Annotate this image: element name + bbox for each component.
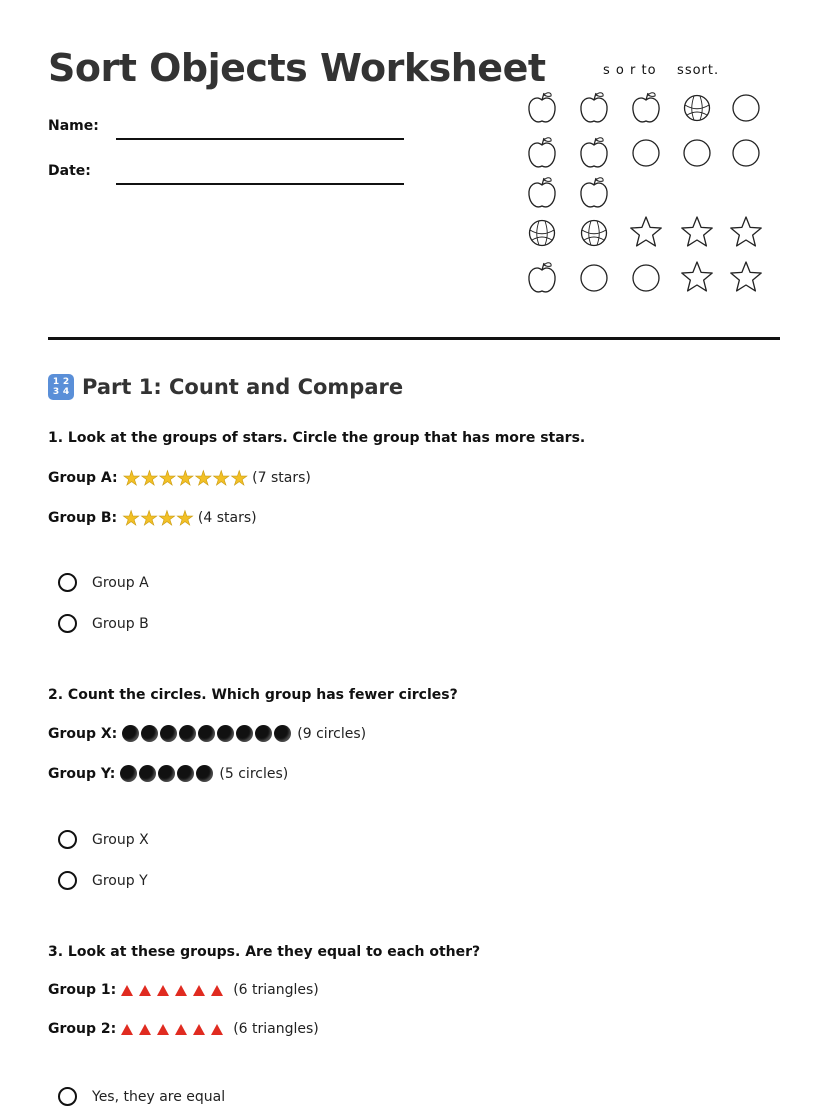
group-row bbox=[48, 1021, 319, 1037]
group-row bbox=[48, 725, 366, 742]
radio-button[interactable] bbox=[58, 830, 77, 849]
star-icon: ★ bbox=[212, 466, 231, 490]
ball-icon bbox=[582, 221, 607, 246]
black-circle-icon bbox=[120, 765, 137, 782]
group-label: Group X: bbox=[48, 725, 118, 742]
option-label: Group A bbox=[92, 574, 149, 591]
name-label: Name: bbox=[48, 118, 99, 134]
star-icon bbox=[682, 217, 712, 246]
triangle-group bbox=[121, 985, 229, 996]
star-icon: ★ bbox=[194, 466, 213, 490]
black-circle-icon bbox=[177, 765, 194, 782]
star-icon: ★ bbox=[122, 466, 141, 490]
black-circle-icon bbox=[179, 725, 196, 742]
sort-objects-picture bbox=[520, 86, 770, 300]
black-circle-icon bbox=[217, 725, 234, 742]
name-field[interactable] bbox=[116, 138, 404, 140]
black-circle-icon bbox=[274, 725, 291, 742]
red-triangle-icon bbox=[121, 1024, 133, 1035]
group-count: (5 circles) bbox=[219, 765, 289, 782]
apple-icon bbox=[581, 138, 607, 167]
ball-icon bbox=[530, 221, 555, 246]
group-label: Group 2: bbox=[48, 1021, 117, 1037]
red-triangle-icon bbox=[139, 985, 151, 996]
black-circle-icon bbox=[141, 725, 158, 742]
star-icon bbox=[682, 262, 712, 291]
apple-icon bbox=[581, 178, 607, 207]
red-triangle-icon bbox=[139, 1024, 151, 1035]
date-label: Date: bbox=[48, 163, 91, 179]
red-triangle-icon bbox=[193, 985, 205, 996]
answer-option[interactable] bbox=[58, 871, 148, 890]
apple-icon bbox=[581, 93, 607, 122]
red-triangle-icon bbox=[121, 985, 133, 996]
answer-option[interactable] bbox=[58, 573, 149, 592]
group-label: Group 1: bbox=[48, 982, 117, 998]
date-field[interactable] bbox=[116, 183, 404, 185]
group-row bbox=[48, 765, 288, 782]
star-icon: ★ bbox=[175, 506, 194, 530]
black-circle-icon bbox=[196, 765, 213, 782]
red-triangle-icon bbox=[211, 985, 223, 996]
triangle-group bbox=[121, 1024, 229, 1035]
group-row bbox=[48, 508, 257, 528]
group-row bbox=[48, 468, 311, 488]
star-icon: ★ bbox=[158, 466, 177, 490]
radio-button[interactable] bbox=[58, 614, 77, 633]
star-icon: ★ bbox=[230, 466, 249, 490]
question-1: 1. Look at the groups of stars. Circle the group that has more stars. bbox=[48, 430, 586, 446]
red-triangle-icon bbox=[175, 985, 187, 996]
black-circle-icon bbox=[158, 765, 175, 782]
answer-option[interactable] bbox=[58, 830, 149, 849]
apple-icon bbox=[529, 138, 555, 167]
answer-option[interactable] bbox=[58, 614, 149, 633]
group-count: (6 triangles) bbox=[233, 1021, 319, 1037]
star-icon bbox=[731, 262, 761, 291]
group-count: (7 stars) bbox=[252, 470, 311, 486]
black-circle-icon bbox=[160, 725, 177, 742]
section-divider bbox=[48, 337, 780, 340]
apple-icon bbox=[529, 178, 555, 207]
red-triangle-icon bbox=[175, 1024, 187, 1035]
black-circle-icon bbox=[122, 725, 139, 742]
star-icon: ★ bbox=[158, 506, 176, 530]
option-label: Yes, they are equal bbox=[92, 1088, 226, 1105]
answer-option[interactable] bbox=[58, 1087, 225, 1106]
star-group bbox=[123, 468, 249, 488]
circle-icon bbox=[633, 140, 659, 166]
red-triangle-icon bbox=[193, 1024, 205, 1035]
circle-group bbox=[122, 725, 293, 742]
red-triangle-icon bbox=[157, 1024, 169, 1035]
group-row bbox=[48, 982, 319, 998]
apple-icon bbox=[633, 93, 659, 122]
apple-icon bbox=[529, 93, 555, 122]
apple-icon bbox=[529, 263, 555, 292]
option-label: Group Y bbox=[92, 872, 148, 889]
circle-icon bbox=[733, 140, 759, 166]
group-label: Group A: bbox=[48, 470, 118, 486]
star-icon: ★ bbox=[140, 466, 159, 490]
group-label: Group Y: bbox=[48, 765, 116, 782]
star-group bbox=[122, 508, 194, 528]
radio-button[interactable] bbox=[58, 1087, 77, 1106]
circle-icon bbox=[633, 265, 659, 291]
numbers-icon: 1 2 3 4 bbox=[48, 374, 74, 400]
circle-group bbox=[120, 765, 215, 782]
star-icon: ★ bbox=[122, 506, 141, 530]
part1-heading bbox=[48, 374, 403, 400]
star-icon bbox=[731, 217, 761, 246]
black-circle-icon bbox=[139, 765, 156, 782]
ball-icon bbox=[685, 96, 710, 121]
radio-button[interactable] bbox=[58, 871, 77, 890]
group-label: Group B: bbox=[48, 510, 118, 526]
star-icon: ★ bbox=[140, 506, 159, 530]
group-count: (4 stars) bbox=[197, 510, 257, 526]
worksheet-title: Sort Objects Worksheet bbox=[48, 46, 546, 90]
group-count: (9 circles) bbox=[297, 725, 367, 742]
circle-icon bbox=[684, 140, 710, 166]
red-triangle-icon bbox=[211, 1024, 223, 1035]
black-circle-icon bbox=[198, 725, 215, 742]
red-triangle-icon bbox=[157, 985, 169, 996]
black-circle-icon bbox=[255, 725, 272, 742]
black-circle-icon bbox=[236, 725, 253, 742]
option-label: Group B bbox=[92, 615, 149, 632]
circle-icon bbox=[733, 95, 759, 121]
sort-caption: s o r to ssort. bbox=[603, 63, 720, 78]
circle-icon bbox=[581, 265, 607, 291]
star-icon bbox=[631, 217, 661, 246]
option-label: Group X bbox=[92, 831, 149, 848]
question-3: 3. Look at these groups. Are they equal to each other? bbox=[48, 944, 481, 960]
question-2: 2. Count the circles. Which group has fewer circles? bbox=[48, 687, 458, 703]
group-count: (6 triangles) bbox=[233, 982, 319, 998]
radio-button[interactable] bbox=[58, 573, 77, 592]
star-icon: ★ bbox=[176, 466, 195, 490]
part1-title: Part 1: Count and Compare bbox=[82, 375, 404, 399]
